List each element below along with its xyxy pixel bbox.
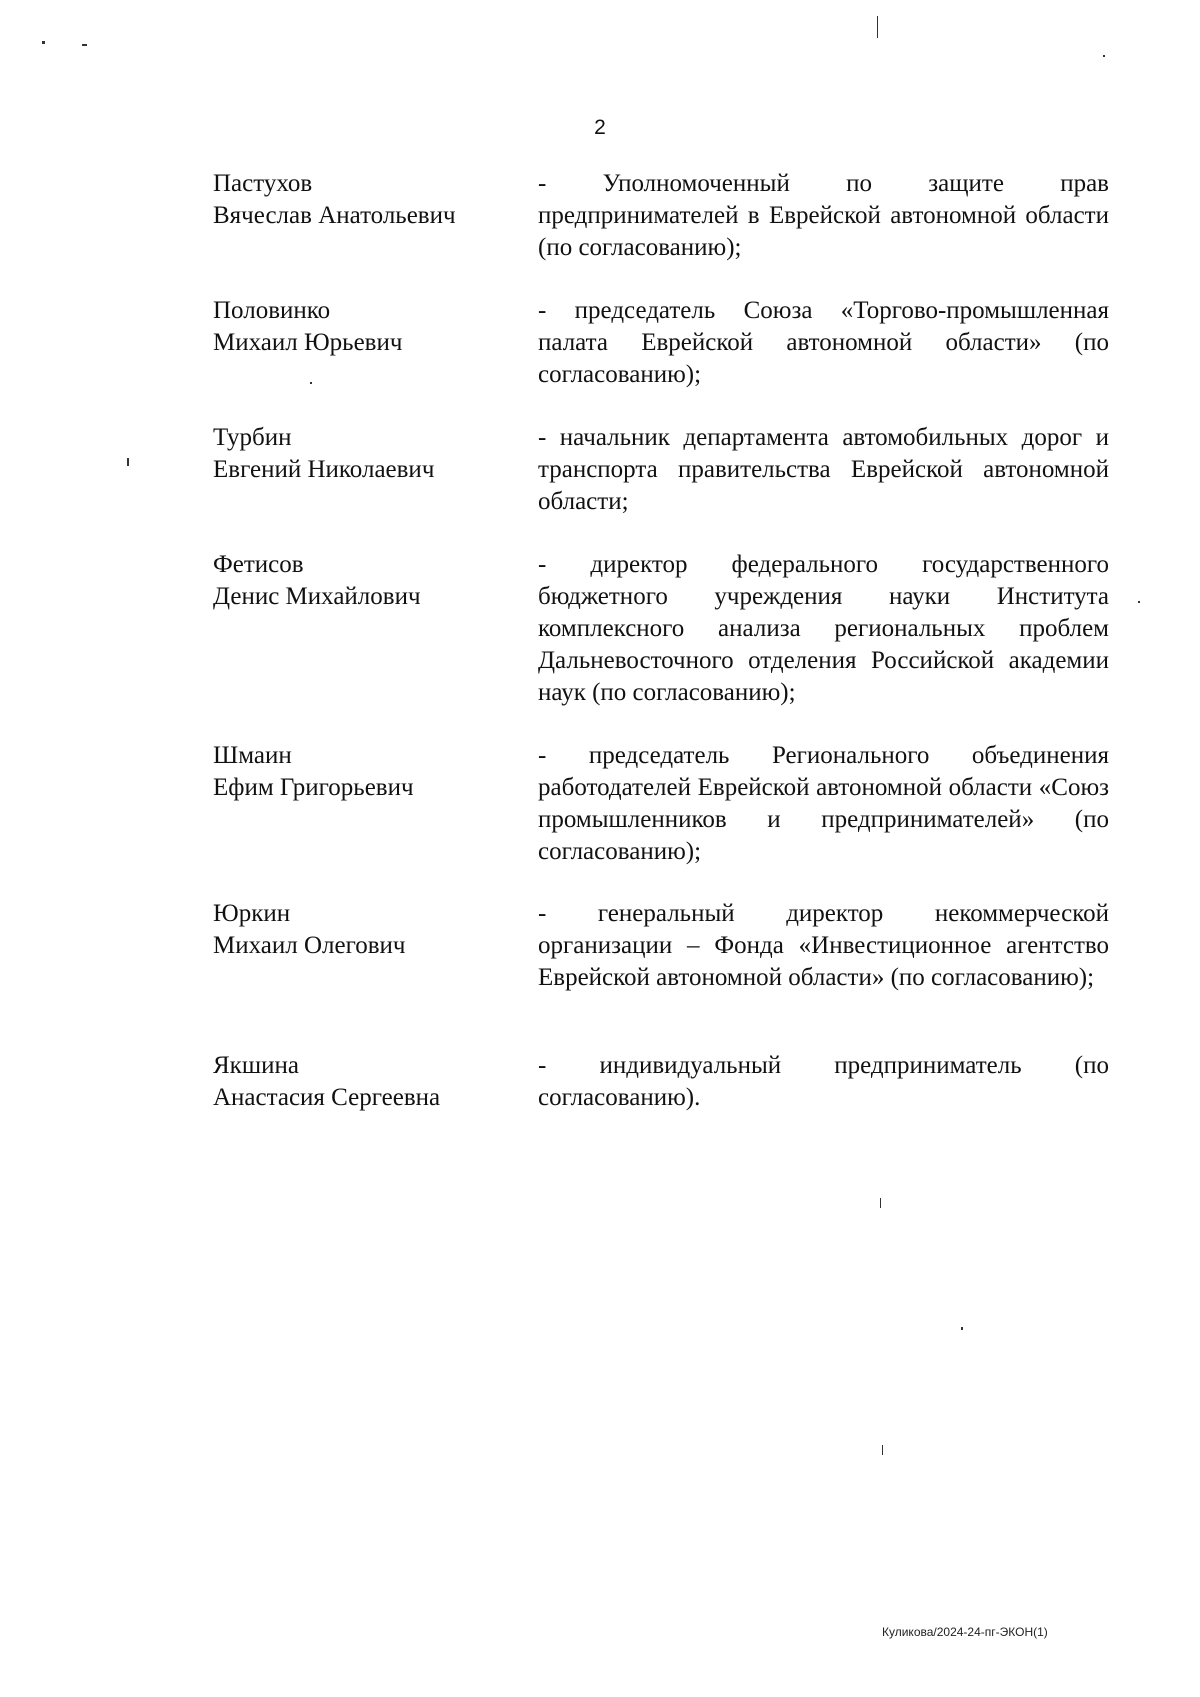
member-given-names: Евгений Николаевич bbox=[213, 456, 435, 483]
member-surname: Турбин bbox=[213, 424, 292, 451]
member-given-names: Ефим Григорьевич bbox=[213, 774, 414, 801]
member-role: - председатель Регионального объединения работодателей Еврейской автономной области «Союз промышленников и предпринимателей» (по согласованию); bbox=[538, 742, 1109, 865]
member-given-names: Анастасия Сергеевна bbox=[213, 1084, 441, 1111]
member-given-names: Вячеслав Анатольевич bbox=[213, 202, 456, 229]
member-surname: Шмаин bbox=[213, 742, 292, 769]
scan-speck bbox=[877, 16, 878, 38]
document-reference: Куликова/2024-24-пг-ЭКОН(1) bbox=[882, 1625, 1048, 1639]
scan-speck bbox=[82, 44, 87, 46]
member-role: - Уполномоченный по защите прав предпринимателей в Еврейской автономной области (по согласованию); bbox=[538, 170, 1109, 261]
member-name bbox=[213, 168, 513, 232]
member-role: - председатель Союза «Торгово-промышленная палата Еврейской автономной области» (по согласованию); bbox=[538, 297, 1109, 388]
member-given-names: Денис Михайлович bbox=[213, 583, 421, 610]
scan-speck bbox=[1103, 55, 1105, 57]
member-surname: Юркин bbox=[213, 900, 291, 927]
member-role: - индивидуальный предприниматель (по согласованию). bbox=[538, 1052, 1109, 1111]
scan-speck bbox=[880, 1198, 881, 1208]
scan-speck bbox=[127, 458, 129, 466]
member-surname: Фетисов bbox=[213, 551, 304, 578]
scan-speck bbox=[42, 41, 45, 44]
page-number: 2 bbox=[594, 116, 606, 139]
member-name bbox=[213, 549, 513, 613]
member-given-names: Михаил Юрьевич bbox=[213, 329, 403, 356]
member-surname: Пастухов bbox=[213, 170, 313, 197]
scan-speck bbox=[310, 382, 312, 384]
member-role: - начальник департамента автомобильных дорог и транспорта правительства Еврейской автономной области; bbox=[538, 424, 1109, 515]
member-role: - генеральный директор некоммерческой организации – Фонда «Инвестиционное агентство Еврейской автономной области» (по согласованию); bbox=[538, 900, 1109, 991]
member-surname: Половинко bbox=[213, 297, 331, 324]
member-given-names: Михаил Олегович bbox=[213, 932, 406, 959]
member-surname: Якшина bbox=[213, 1052, 299, 1079]
scan-speck bbox=[882, 1445, 883, 1455]
scan-speck bbox=[961, 1327, 963, 1330]
member-name bbox=[213, 740, 513, 804]
member-name bbox=[213, 1050, 513, 1114]
scan-speck bbox=[1138, 601, 1140, 603]
member-name bbox=[213, 295, 513, 359]
member-name bbox=[213, 422, 513, 486]
member-role: - директор федерального государственного бюджетного учреждения науки Института комплексного анализа региональных проблем Дальневосточного отделения Российской академии наук (по согласованию); bbox=[538, 551, 1109, 706]
member-name bbox=[213, 898, 513, 962]
